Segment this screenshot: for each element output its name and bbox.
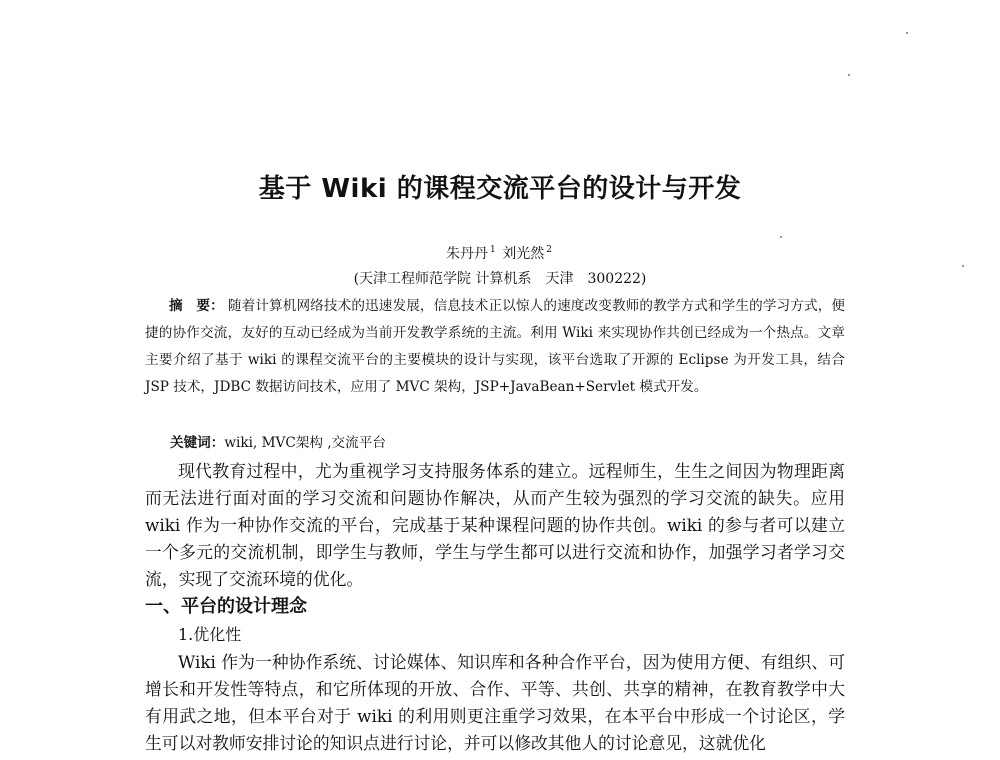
- paper-title: 基于 Wiki 的课程交流平台的设计与开发: [258, 174, 742, 204]
- author-line: [140, 243, 860, 263]
- abstract-label: 摘 要：: [169, 298, 224, 314]
- scan-speck: [906, 32, 908, 34]
- subsection-heading: 1.优化性: [178, 625, 242, 644]
- keywords-text: wiki, MVC架构 ,交流平台: [224, 435, 386, 451]
- author-name: 朱丹丹: [446, 246, 489, 262]
- author-affiliation-mark: 2: [546, 245, 552, 256]
- author-name: 刘光然: [502, 246, 545, 262]
- abstract-text: 随着计算机网络技术的迅速发展，信息技术正以惊人的速度改变教师的教学方式和学生的学习方式，便捷的协作交流，友好的互动已经成为当前开发教学系统的主流。利用 Wiki 来实现协作共创已经成为一个热点。文章主要介绍了基于 wiki 的课程交流平台的主要模块的设计与实现，该平台选取了开源的 Eclipse 为开发工具，结合 JSP 技术，JDBC 数据访问技术，应用了 MVC 架构，JSP+JavaBean+Servlet 模式开发。: [145, 298, 846, 395]
- keywords-label: 关键词：: [170, 435, 225, 451]
- scan-speck: [848, 74, 850, 76]
- author-affiliation-mark: 1: [490, 245, 496, 256]
- scan-speck: [962, 265, 964, 267]
- intro-paragraph: 现代教育过程中，尤为重视学习支持服务体系的建立。远程师生，生生之间因为物理距离而无法进行面对面的学习交流和问题协作解决，从而产生较为强烈的学习交流的缺失。应用 wiki 作为一种协作交流的平台，完成基于某种课程问题的协作共创。wiki 的参与者可以建立一个多元的交流机制，即学生与教师，学生与学生都可以进行交流和协作，加强学习者学习交流，实现了交流环境的优化。: [145, 461, 845, 589]
- scan-speck: [780, 236, 782, 238]
- section-paragraph: Wiki 作为一种协作系统、讨论媒体、知识库和各种合作平台，因为使用方便、有组织、可增长和开发性等特点，和它所体现的开放、合作、平等、共创、共享的精神，在教育教学中大有用武之地，但本平台对于 wiki 的利用则更注重学习效果，在本平台中形成一个讨论区，学生可以对教师安排讨论的知识点进行讨论，并可以修改其他人的讨论意见，这就优化: [145, 652, 845, 753]
- section-heading: 一、平台的设计理念: [145, 596, 307, 617]
- affiliation: (天津工程师范学院 计算机系 天津 300222): [353, 271, 647, 287]
- abstract: [145, 293, 845, 401]
- keywords: [170, 430, 850, 457]
